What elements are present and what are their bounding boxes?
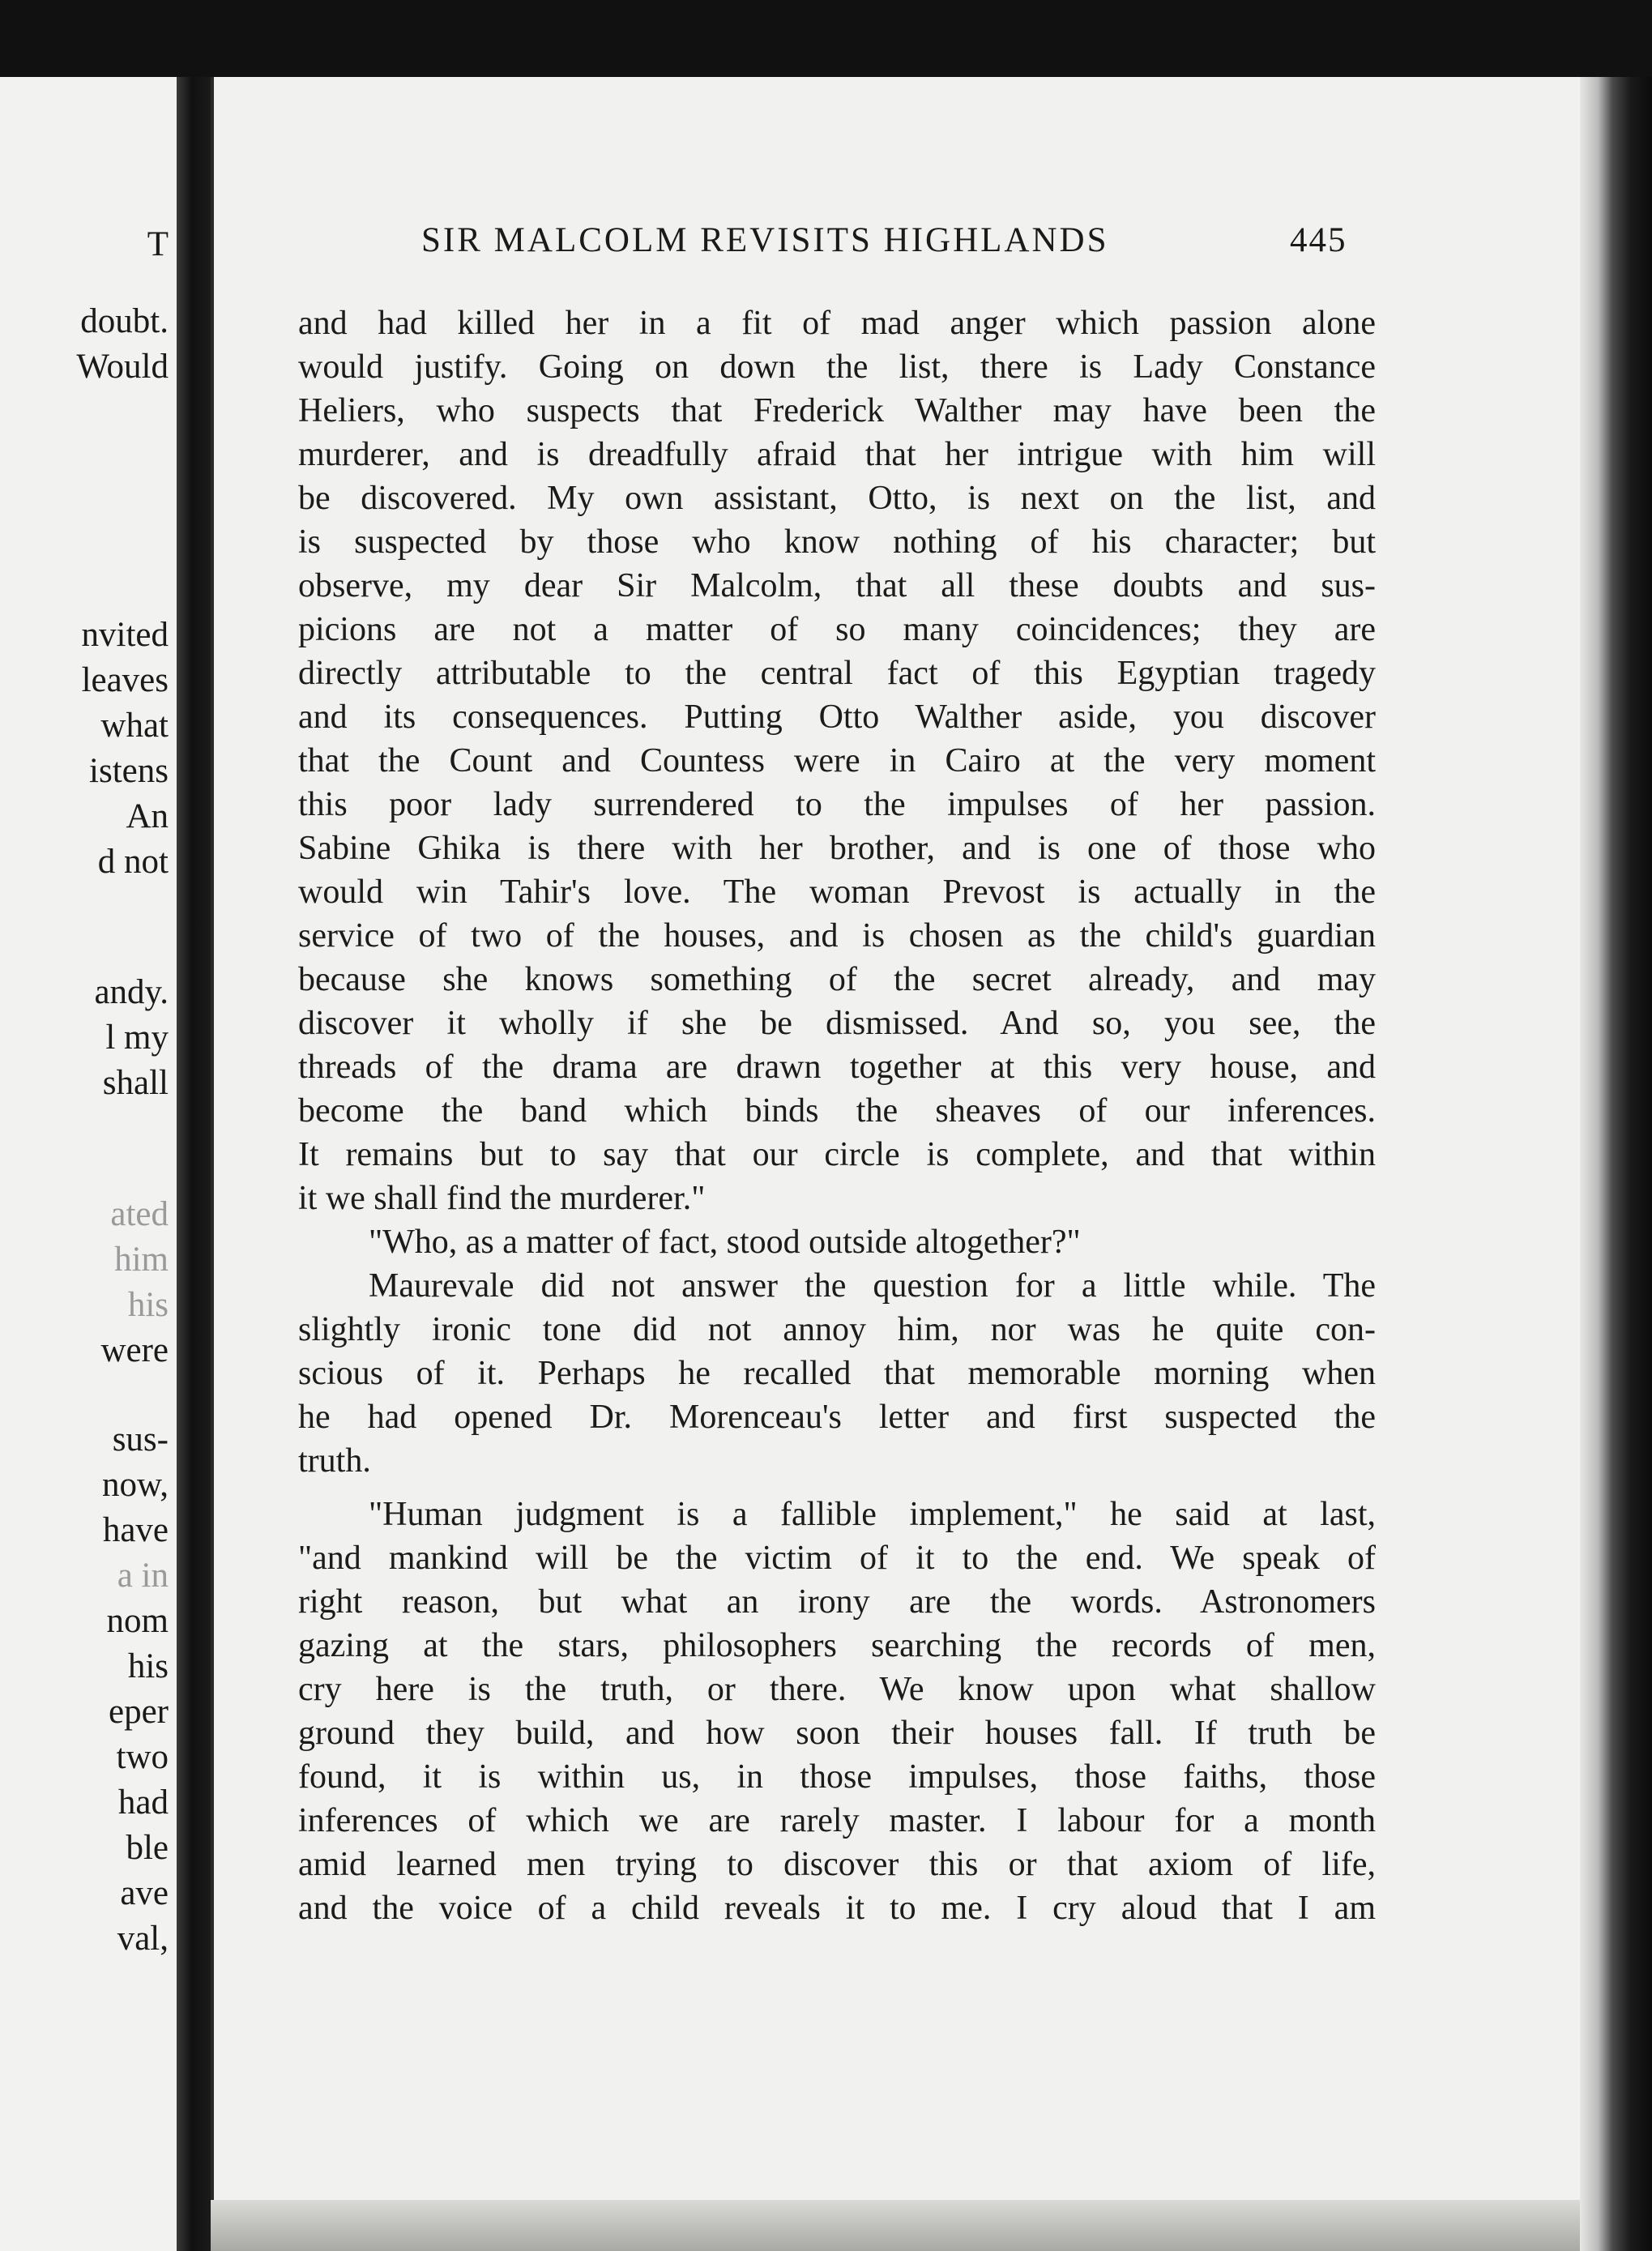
text-line: inferences of which we are rarely master. I labour for a month xyxy=(298,1802,1376,1839)
text-line: would win Tahir's love. The woman Prevost is actually in the xyxy=(298,873,1376,911)
left-fragment: istens xyxy=(89,752,169,790)
left-fragment: him xyxy=(114,1241,169,1279)
text-line: he had opened Dr. Morenceau's letter and first suspected the xyxy=(298,1399,1376,1436)
left-fragment: val, xyxy=(117,1920,169,1958)
left-fragment: shall xyxy=(102,1064,169,1102)
left-fragment: his xyxy=(127,1647,169,1685)
page-edge-shadow xyxy=(1580,77,1652,2251)
left-fragment: have xyxy=(102,1511,169,1549)
left-fragment: doubt. xyxy=(80,302,169,340)
left-fragment: ave xyxy=(120,1874,169,1912)
text-line: directly attributable to the central fact of this Egyptian tragedy xyxy=(298,655,1376,692)
text-line: threads of the drama are drawn together at this very house, and xyxy=(298,1049,1376,1086)
text-line: this poor lady surrendered to the impulses of her passion. xyxy=(298,786,1376,823)
text-line: "and mankind will be the victim of it to the end. We speak of xyxy=(298,1540,1376,1577)
scan-top-border xyxy=(0,0,1652,77)
text-line: Maurevale did not answer the question for a little while. The xyxy=(369,1267,1376,1305)
text-line: it we shall find the murderer." xyxy=(298,1180,706,1217)
left-fragment: eper xyxy=(109,1693,169,1731)
left-fragment: two xyxy=(116,1738,169,1776)
left-fragment: nom xyxy=(106,1602,169,1640)
left-fragment: nvited xyxy=(81,616,169,654)
text-line: "Who, as a matter of fact, stood outside altogether?" xyxy=(369,1224,1081,1261)
left-fragment: andy. xyxy=(94,973,169,1011)
text-line: become the band which binds the sheaves of our inferences. xyxy=(298,1092,1376,1130)
text-line: ground they build, and how soon their houses fall. If truth be xyxy=(298,1715,1376,1752)
left-fragment: An xyxy=(126,797,169,835)
text-line: and had killed her in a fit of mad anger which passion alone xyxy=(298,305,1376,342)
text-line: observe, my dear Sir Malcolm, that all these doubts and sus- xyxy=(298,567,1376,604)
left-page xyxy=(0,77,177,2251)
text-line: and the voice of a child reveals it to me. I cry aloud that I am xyxy=(298,1890,1376,1927)
text-line: right reason, but what an irony are the words. Astronomers xyxy=(298,1583,1376,1621)
text-line: found, it is within us, in those impulses, those faiths, those xyxy=(298,1758,1376,1796)
text-line: that the Count and Countess were in Cairo at the very moment xyxy=(298,742,1376,780)
text-line: amid learned men trying to discover this or that axiom of life, xyxy=(298,1846,1376,1883)
text-line: picions are not a matter of so many coincidences; they are xyxy=(298,611,1376,648)
text-line: It remains but to say that our circle is complete, and that within xyxy=(298,1136,1376,1173)
left-fragment: ble xyxy=(126,1829,169,1867)
text-line: Sabine Ghika is there with her brother, and is one of those who xyxy=(298,830,1376,867)
text-line: is suspected by those who know nothing of his character; but xyxy=(298,523,1376,561)
left-fragment: a in xyxy=(117,1557,169,1595)
left-fragment: his xyxy=(127,1286,169,1324)
left-fragment: Would xyxy=(76,348,169,386)
left-fragment: ated xyxy=(110,1195,169,1233)
text-line: because she knows something of the secret already, and may xyxy=(298,961,1376,998)
page-number: 445 xyxy=(1290,221,1347,259)
left-fragment: d not xyxy=(97,843,169,881)
text-line: and its consequences. Putting Otto Walther aside, you discover xyxy=(298,698,1376,736)
running-head: SIR MALCOLM REVISITS HIGHLANDS xyxy=(421,221,1109,259)
text-line: slightly ironic tone did not annoy him, nor was he quite con- xyxy=(298,1311,1376,1348)
left-fragment: sus- xyxy=(112,1420,169,1459)
text-line: truth. xyxy=(298,1442,371,1480)
left-fragment: leaves xyxy=(81,661,169,699)
text-line: "Human judgment is a fallible implement," he said at last, xyxy=(369,1496,1376,1533)
page-bottom-edge xyxy=(211,2200,1580,2251)
text-line: be discovered. My own assistant, Otto, is next on the list, and xyxy=(298,480,1376,517)
book-gutter xyxy=(177,77,211,2251)
left-fragment: l my xyxy=(105,1019,169,1057)
text-line: scious of it. Perhaps he recalled that memorable morning when xyxy=(298,1355,1376,1392)
left-fragment: now, xyxy=(101,1466,169,1504)
left-fragment: what xyxy=(100,707,169,745)
left-fragment: had xyxy=(117,1783,169,1822)
text-line: murderer, and is dreadfully afraid that her intrigue with him will xyxy=(298,436,1376,473)
left-fragment: T xyxy=(147,225,169,263)
text-line: Heliers, who suspects that Frederick Walther may have been the xyxy=(298,392,1376,429)
left-fragment: were xyxy=(100,1331,169,1369)
text-line: cry here is the truth, or there. We know upon what shallow xyxy=(298,1671,1376,1708)
text-line: would justify. Going on down the list, there is Lady Constance xyxy=(298,348,1376,386)
text-line: discover it wholly if she be dismissed. And so, you see, the xyxy=(298,1005,1376,1042)
text-line: service of two of the houses, and is chosen as the child's guardian xyxy=(298,917,1376,955)
text-line: gazing at the stars, philosophers searching the records of men, xyxy=(298,1627,1376,1664)
